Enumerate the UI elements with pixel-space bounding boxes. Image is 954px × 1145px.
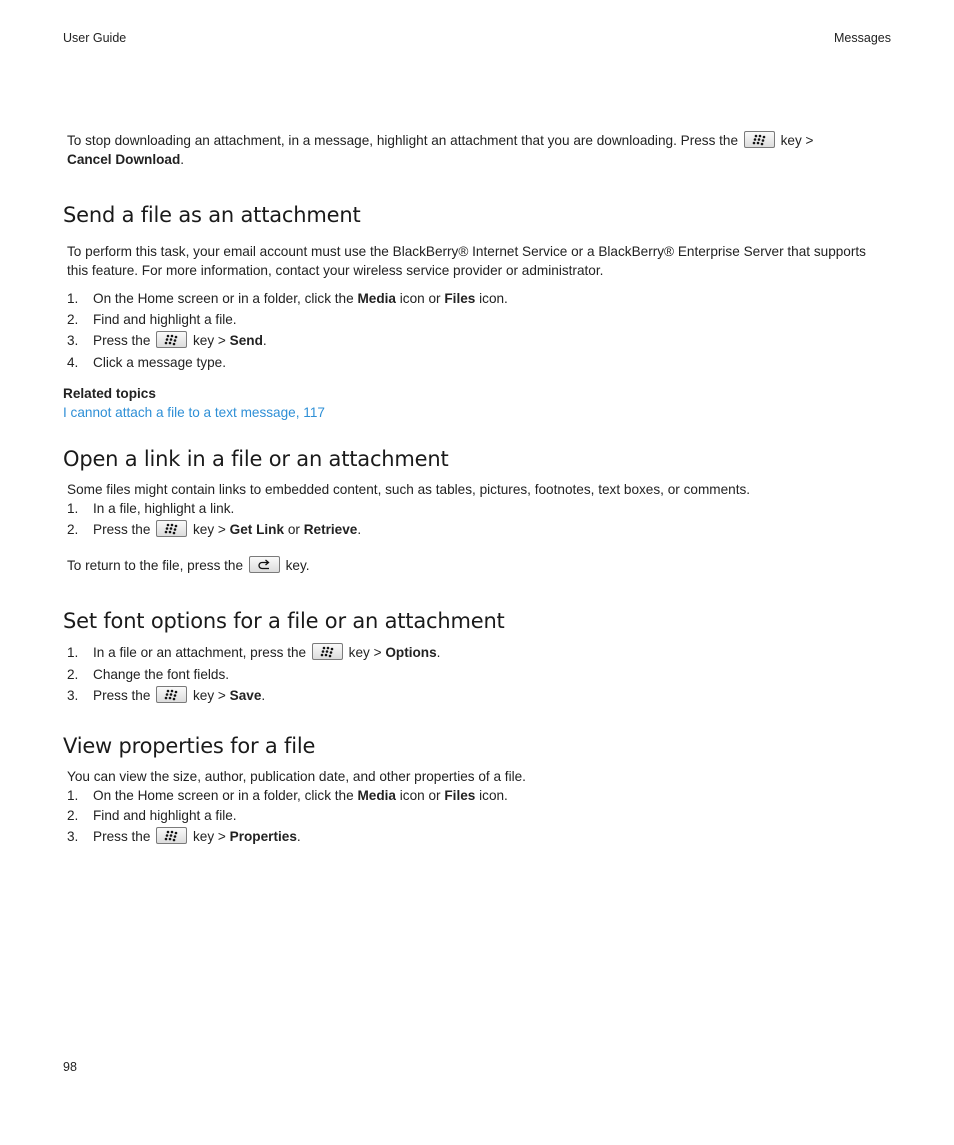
send-paragraph: To perform this task, your email account must use the BlackBerry® Internet Service or a BlackBerry® Enterprise Server that supports this feature. For more information, contact your wireless service provider or administrator. — [67, 244, 866, 278]
step-text: key > — [192, 333, 226, 348]
step-end: . — [357, 522, 362, 537]
step-end: . — [296, 829, 301, 844]
step-text: Change the font fields. — [93, 667, 230, 682]
step-bold: Retrieve — [303, 522, 358, 537]
related-topics-heading: Related topics — [63, 386, 156, 401]
step-text: key > — [192, 688, 226, 703]
list-item — [67, 808, 508, 829]
menu-key-icon — [156, 331, 187, 348]
open-steps — [67, 501, 361, 544]
list-item — [67, 788, 508, 808]
step-bold: Save — [229, 688, 262, 703]
running-header-left: User Guide — [63, 31, 127, 45]
step-number: 4. — [67, 355, 79, 370]
step-bold: Options — [385, 645, 437, 660]
step-text: Press the — [93, 522, 151, 537]
step-bold: Get Link — [229, 522, 285, 537]
step-number: 1. — [67, 291, 79, 306]
menu-key-icon — [744, 131, 775, 148]
step-number: 1. — [67, 501, 79, 516]
step-bold: Media — [357, 788, 396, 803]
list-item — [67, 501, 361, 522]
menu-key-icon — [156, 827, 187, 844]
menu-key-icon — [312, 643, 343, 660]
step-text: or — [287, 522, 300, 537]
step-text: icon. — [479, 291, 508, 306]
step-bold: Properties — [229, 829, 297, 844]
step-bold: Files — [444, 788, 476, 803]
step-text: Click a message type. — [93, 355, 226, 370]
step-text: In a file or an attachment, press the — [93, 645, 307, 660]
step-end: . — [436, 645, 441, 660]
step-text: Press the — [93, 333, 151, 348]
step-end: . — [261, 688, 266, 703]
step-number: 1. — [67, 788, 79, 803]
section-title-view-properties: View properties for a file — [63, 734, 316, 758]
section-title-open-link: Open a link in a file or an attachment — [63, 447, 449, 471]
props-steps — [67, 788, 508, 851]
step-text: Press the — [93, 829, 151, 844]
step-text: icon or — [399, 291, 441, 306]
props-paragraph: You can view the size, author, publication date, and other properties of a file. — [67, 769, 526, 784]
step-bold: Media — [357, 291, 396, 306]
list-item — [67, 312, 508, 333]
section-title-send: Send a file as an attachment — [63, 203, 361, 227]
list-item — [67, 333, 508, 355]
step-number: 1. — [67, 645, 79, 660]
font-steps — [67, 645, 440, 710]
menu-key-icon — [156, 520, 187, 537]
step-number: 3. — [67, 688, 79, 703]
step-text: On the Home screen or in a folder, click the — [93, 291, 354, 306]
step-text: Press the — [93, 688, 151, 703]
related-topic-link[interactable]: I cannot attach a file to a text message, 117 — [63, 405, 325, 420]
list-item — [67, 355, 508, 376]
step-number: 2. — [67, 808, 79, 823]
intro-bold-command: Cancel Download — [67, 152, 181, 167]
return-paragraph — [67, 556, 887, 575]
step-bold: Files — [444, 291, 476, 306]
step-text: key > — [192, 522, 226, 537]
page-number: 98 — [63, 1060, 77, 1074]
section-title-font-options: Set font options for a file or an attachment — [63, 609, 505, 633]
step-text: key > — [348, 645, 382, 660]
list-item — [67, 688, 440, 710]
list-item — [67, 667, 440, 688]
step-bold: Send — [229, 333, 263, 348]
step-text: Find and highlight a file. — [93, 312, 237, 327]
running-header-right: Messages — [834, 31, 891, 45]
step-text: icon. — [479, 788, 508, 803]
step-number: 3. — [67, 829, 79, 844]
list-item — [67, 829, 508, 851]
step-number: 2. — [67, 522, 79, 537]
send-steps — [67, 291, 508, 376]
return-text-before: To return to the file, press the — [67, 558, 244, 573]
intro-paragraph — [67, 131, 887, 169]
step-number: 2. — [67, 667, 79, 682]
step-number: 3. — [67, 333, 79, 348]
step-text: key > — [192, 829, 226, 844]
list-item — [67, 522, 361, 544]
menu-key-icon — [156, 686, 187, 703]
return-text-after: key. — [285, 558, 310, 573]
step-text: icon or — [399, 788, 441, 803]
step-text: On the Home screen or in a folder, click the — [93, 788, 354, 803]
intro-text-after: key > — [780, 133, 814, 148]
list-item — [67, 645, 440, 667]
step-end: . — [262, 333, 267, 348]
step-number: 2. — [67, 312, 79, 327]
step-text: Find and highlight a file. — [93, 808, 237, 823]
intro-text-before: To stop downloading an attachment, in a message, highlight an attachment that you are downloading. Press the — [67, 133, 739, 148]
open-paragraph: Some files might contain links to embedded content, such as tables, pictures, footnotes, text boxes, or comments. — [67, 482, 751, 497]
intro-period: . — [180, 152, 185, 167]
escape-key-icon — [249, 556, 280, 573]
step-text: In a file, highlight a link. — [93, 501, 235, 516]
list-item — [67, 291, 508, 312]
